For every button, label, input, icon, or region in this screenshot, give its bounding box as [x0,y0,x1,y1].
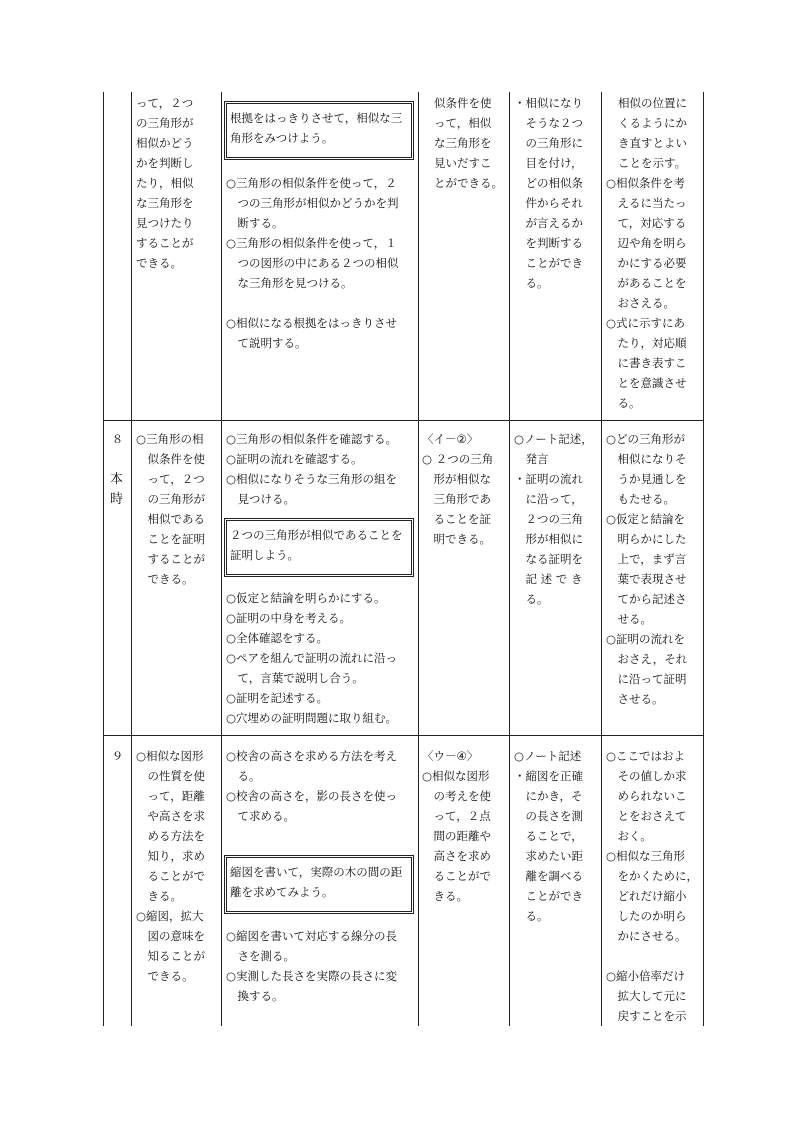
text-line: つの図形の中にある２つの相似 [226,256,399,270]
text-line: ○縮図，拡大 [136,909,204,923]
lesson-task-box [224,518,414,577]
lesson-task-box [224,855,414,914]
text-line: 離を調べる [514,869,583,883]
text-line: もたせる。 [606,492,675,506]
text-line [226,293,399,313]
text-line: ○三角形の相似条件を使って，２ [226,176,397,190]
text-line: ○校舎の高さを，影の長さを使っ [226,789,398,803]
lesson-task-box [224,101,414,160]
text-line: る。 [514,592,549,606]
text-line: とができる。 [434,176,503,190]
text-line: 見いだすこ [434,156,492,170]
column-divider [131,92,132,1026]
text-line: ○全体確認をする。 [226,631,329,645]
text-line: な三角形を [136,196,194,210]
text-line: る。 [514,276,549,290]
row-activity-cell [226,429,397,509]
text-line: る。 [514,909,549,923]
text-line: かを判断し [136,156,194,170]
text-line: 似条件を使 [136,452,205,466]
text-line: める方法を [136,829,205,843]
text-line: ○実測した長さを実際の長さに変 [226,969,398,983]
text-line: 断する。 [226,216,284,230]
text-line: ○証明を記述する。 [226,691,329,705]
text-line: の三角形が [136,116,194,130]
text-line: 戻すことを示 [606,1009,687,1023]
text-line: できる。 [136,969,194,983]
text-line: な三角形を [434,136,492,150]
text-line: おく。 [606,829,652,843]
text-line: うか見通しを [606,472,687,486]
text-line: ○仮定と結論を明らかにする。 [226,591,386,605]
text-line: 角形をみつけよう。 [230,131,334,145]
text-line: かにさせる。 [606,929,687,943]
text-line: おさえる。 [606,296,675,310]
text-line: とを意識させ [606,376,687,390]
text-line: てから記述さ [606,592,687,606]
text-line: 求めたい距 [514,849,583,863]
text-line: ○穴埋めの証明問題に取り組む。 [226,711,398,725]
text-line: できる。 [136,256,182,270]
text-line: ○ペアを組んで証明の流れに沿っ [226,651,398,665]
text-line: そうな２つ [514,116,583,130]
text-line: きる。 [136,889,182,903]
text-line: ○証明の流れを確認する。 [226,452,363,466]
text-line: することが [136,552,205,566]
text-line: 知ることが [136,949,205,963]
row-eval-cell [422,429,493,549]
text-line: えるに当たっ [606,196,687,210]
text-line: って，２つ [136,472,205,486]
row-method-cell [514,429,593,609]
row-activity-cell [226,588,397,728]
row-goal-cell [136,93,194,273]
text-line: の性質を使 [136,769,205,783]
text-line: ことを示す。 [618,156,687,170]
text-line: ○式に示すにあ [606,316,686,330]
column-divider [418,92,419,1026]
text-line: 三角形であ [422,492,491,506]
text-line: 明できる。 [422,532,491,546]
text-line: る。 [606,396,641,410]
text-line: ○証明の流れを [606,632,686,646]
text-line: ることを証 [422,512,491,526]
text-line: ○ノート記述 [514,749,582,763]
text-line: る。 [226,769,261,783]
text-line: て，言葉で説明し合う。 [226,671,364,685]
text-line: ・縮図を正確 [514,769,583,783]
text-line: 拡大して元に [606,989,687,1003]
text-line: 〈ウ－④〉 [422,749,479,763]
row-support-cell [606,429,687,709]
text-line: ○どの三角形が [606,432,686,446]
text-line: たり，相似 [136,176,194,190]
text-line: することが [136,236,194,250]
text-line: ○相似な三角形 [606,849,686,863]
row-method-cell [514,93,583,293]
text-line: 記 述 で き [514,572,583,586]
text-line: ることがで [136,869,205,883]
text-line: ○縮図を書いて対応する線分の長 [226,929,398,943]
text-line: きる。 [422,889,468,903]
text-line: の考えを使 [422,789,491,803]
row-goal-cell [136,429,205,589]
text-line [606,946,698,966]
text-line: があることを [606,276,687,290]
text-line: 相似かどう [136,136,194,150]
text-line: 高さを求め [422,849,491,863]
text-line: とをおさえて [606,809,687,823]
text-line: 辺や角を明ら [606,236,687,250]
text-line: せる。 [606,612,652,626]
text-line: ○三角形の相似条件を使って，１ [226,236,397,250]
text-line: て，対応する [606,216,687,230]
text-line: って，相似 [434,116,492,130]
text-line: ・相似になり [514,96,583,110]
row-divider [103,420,704,421]
text-line: 葉で表現させ [606,572,687,586]
row-eval-cell [434,93,503,193]
text-line: ことができ [514,889,583,903]
row-support-cell [606,746,698,1026]
text-line: 〈イ－②〉 [422,432,479,446]
text-line: 発言 [514,452,549,466]
text-line: き直すとよい [618,136,687,150]
text-line: 目を付け， [514,156,583,170]
text-line: ることがで [422,869,491,883]
text-line: たり，対応順 [606,336,687,350]
text-line: おさえ，それ [606,652,688,666]
text-line: って，距離 [136,789,205,803]
text-line: に沿って証明 [606,672,687,686]
text-line: ることで， [514,829,583,843]
text-line: ○証明の中身を考える。 [226,611,352,625]
text-line: 知り，求め [136,849,205,863]
text-line: ○ここではおよ [606,749,686,763]
text-line: その値しか求 [606,769,687,783]
text-line: ○相似になりそうな三角形の組を [226,472,398,486]
row-divider [103,735,704,736]
text-line: の三角形が [136,492,205,506]
text-line: て説明する。 [226,336,307,350]
text-line: ２つの三角形が相似であることを [230,528,403,542]
text-line: ○相似条件を考 [606,176,686,190]
text-line: 見つける。 [226,492,295,506]
text-line: ○三角形の相 [136,432,204,446]
row-method-cell [514,746,583,926]
text-line: 図の意味を [136,929,205,943]
column-divider [601,92,602,1026]
text-line: 相似である [136,512,205,526]
text-line: 似条件を使 [434,96,492,110]
table-border-left [103,92,104,1026]
text-line: さを測る。 [226,949,295,963]
row-activity-cell [226,746,397,826]
text-line: ○ノート記述， [514,432,593,446]
text-line: 上で，まず言 [606,552,687,566]
text-line: な三角形を見つける。 [226,276,353,290]
text-line: 相似の位置に [618,96,687,110]
column-divider [221,92,222,1026]
current-lesson-label [110,470,123,510]
text-line: 時 [110,492,124,507]
text-line: ○仮定と結論を [606,512,686,526]
text-line: 間の距離や [422,829,491,843]
text-line: 本 [110,472,124,487]
text-line: 形が相似な [422,472,491,486]
text-line: や高さを求 [136,809,205,823]
text-line: 離を求めてみよう。 [230,885,334,899]
text-line: められないこ [606,789,687,803]
text-line: 明らかにした [606,532,687,546]
table-border-right [703,92,704,1026]
text-line: くるようにか [618,116,687,130]
text-line: にかき，そ [514,789,583,803]
text-line: ことを証明 [136,532,205,546]
text-line: 根拠をはっきりさせて，相似な三 [230,111,403,125]
text-line: が言えるか [514,216,583,230]
row-goal-cell [136,746,205,986]
row-support-cell [606,93,687,413]
text-line: の長さを測 [514,809,583,823]
row-activity-cell [226,926,397,1006]
text-line: ○縮小倍率だけ [606,969,686,983]
text-line: の三角形に [514,136,583,150]
text-line: をかくために， [606,869,698,883]
text-line: 換する。 [226,989,284,1003]
text-line: を判断する [514,236,583,250]
column-divider [509,92,510,1026]
text-line: ○相似な図形 [136,749,204,763]
text-line: 件からそれ [514,196,583,210]
text-line: に書き表すこ [606,356,687,370]
text-line: どの相似条 [514,176,583,190]
text-line: 見つけたり [136,216,194,230]
text-line: 証明しよう。 [230,548,299,562]
text-line: 縮図を書いて，実際の木の間の距 [230,865,403,879]
text-line: ○ ２つの三角 [422,452,494,466]
text-line: どれだけ縮小 [606,889,687,903]
row-activity-cell [226,173,399,353]
text-line: ・証明の流れ [514,472,583,486]
text-line: させる。 [606,692,664,706]
text-line: ○校舎の高さを求める方法を考え [226,749,398,763]
lesson-number: ８ [111,432,124,446]
text-line: ２つの三角 [514,512,583,526]
text-line: できる。 [136,572,194,586]
text-line: 形が相似に [514,532,583,546]
text-line: に沿って， [514,492,583,506]
text-line: つの三角形が相似かどうかを判 [226,196,399,210]
row-eval-cell [422,746,491,906]
text-line: ○相似になる根拠をはっきりさせ [226,316,398,330]
text-line: ○三角形の相似条件を確認する。 [226,432,398,446]
lesson-number: ９ [111,749,124,763]
text-line: って，２つ [136,96,194,110]
text-line: なる証明を [514,552,583,566]
text-line: かにする必要 [606,256,687,270]
text-line: って，２点 [422,809,491,823]
text-line: ことができ [514,256,583,270]
text-line: したのか明ら [606,909,687,923]
text-line: て求める。 [226,809,295,823]
text-line: 相似になりそ [606,452,687,466]
text-line: ○相似な図形 [422,769,490,783]
